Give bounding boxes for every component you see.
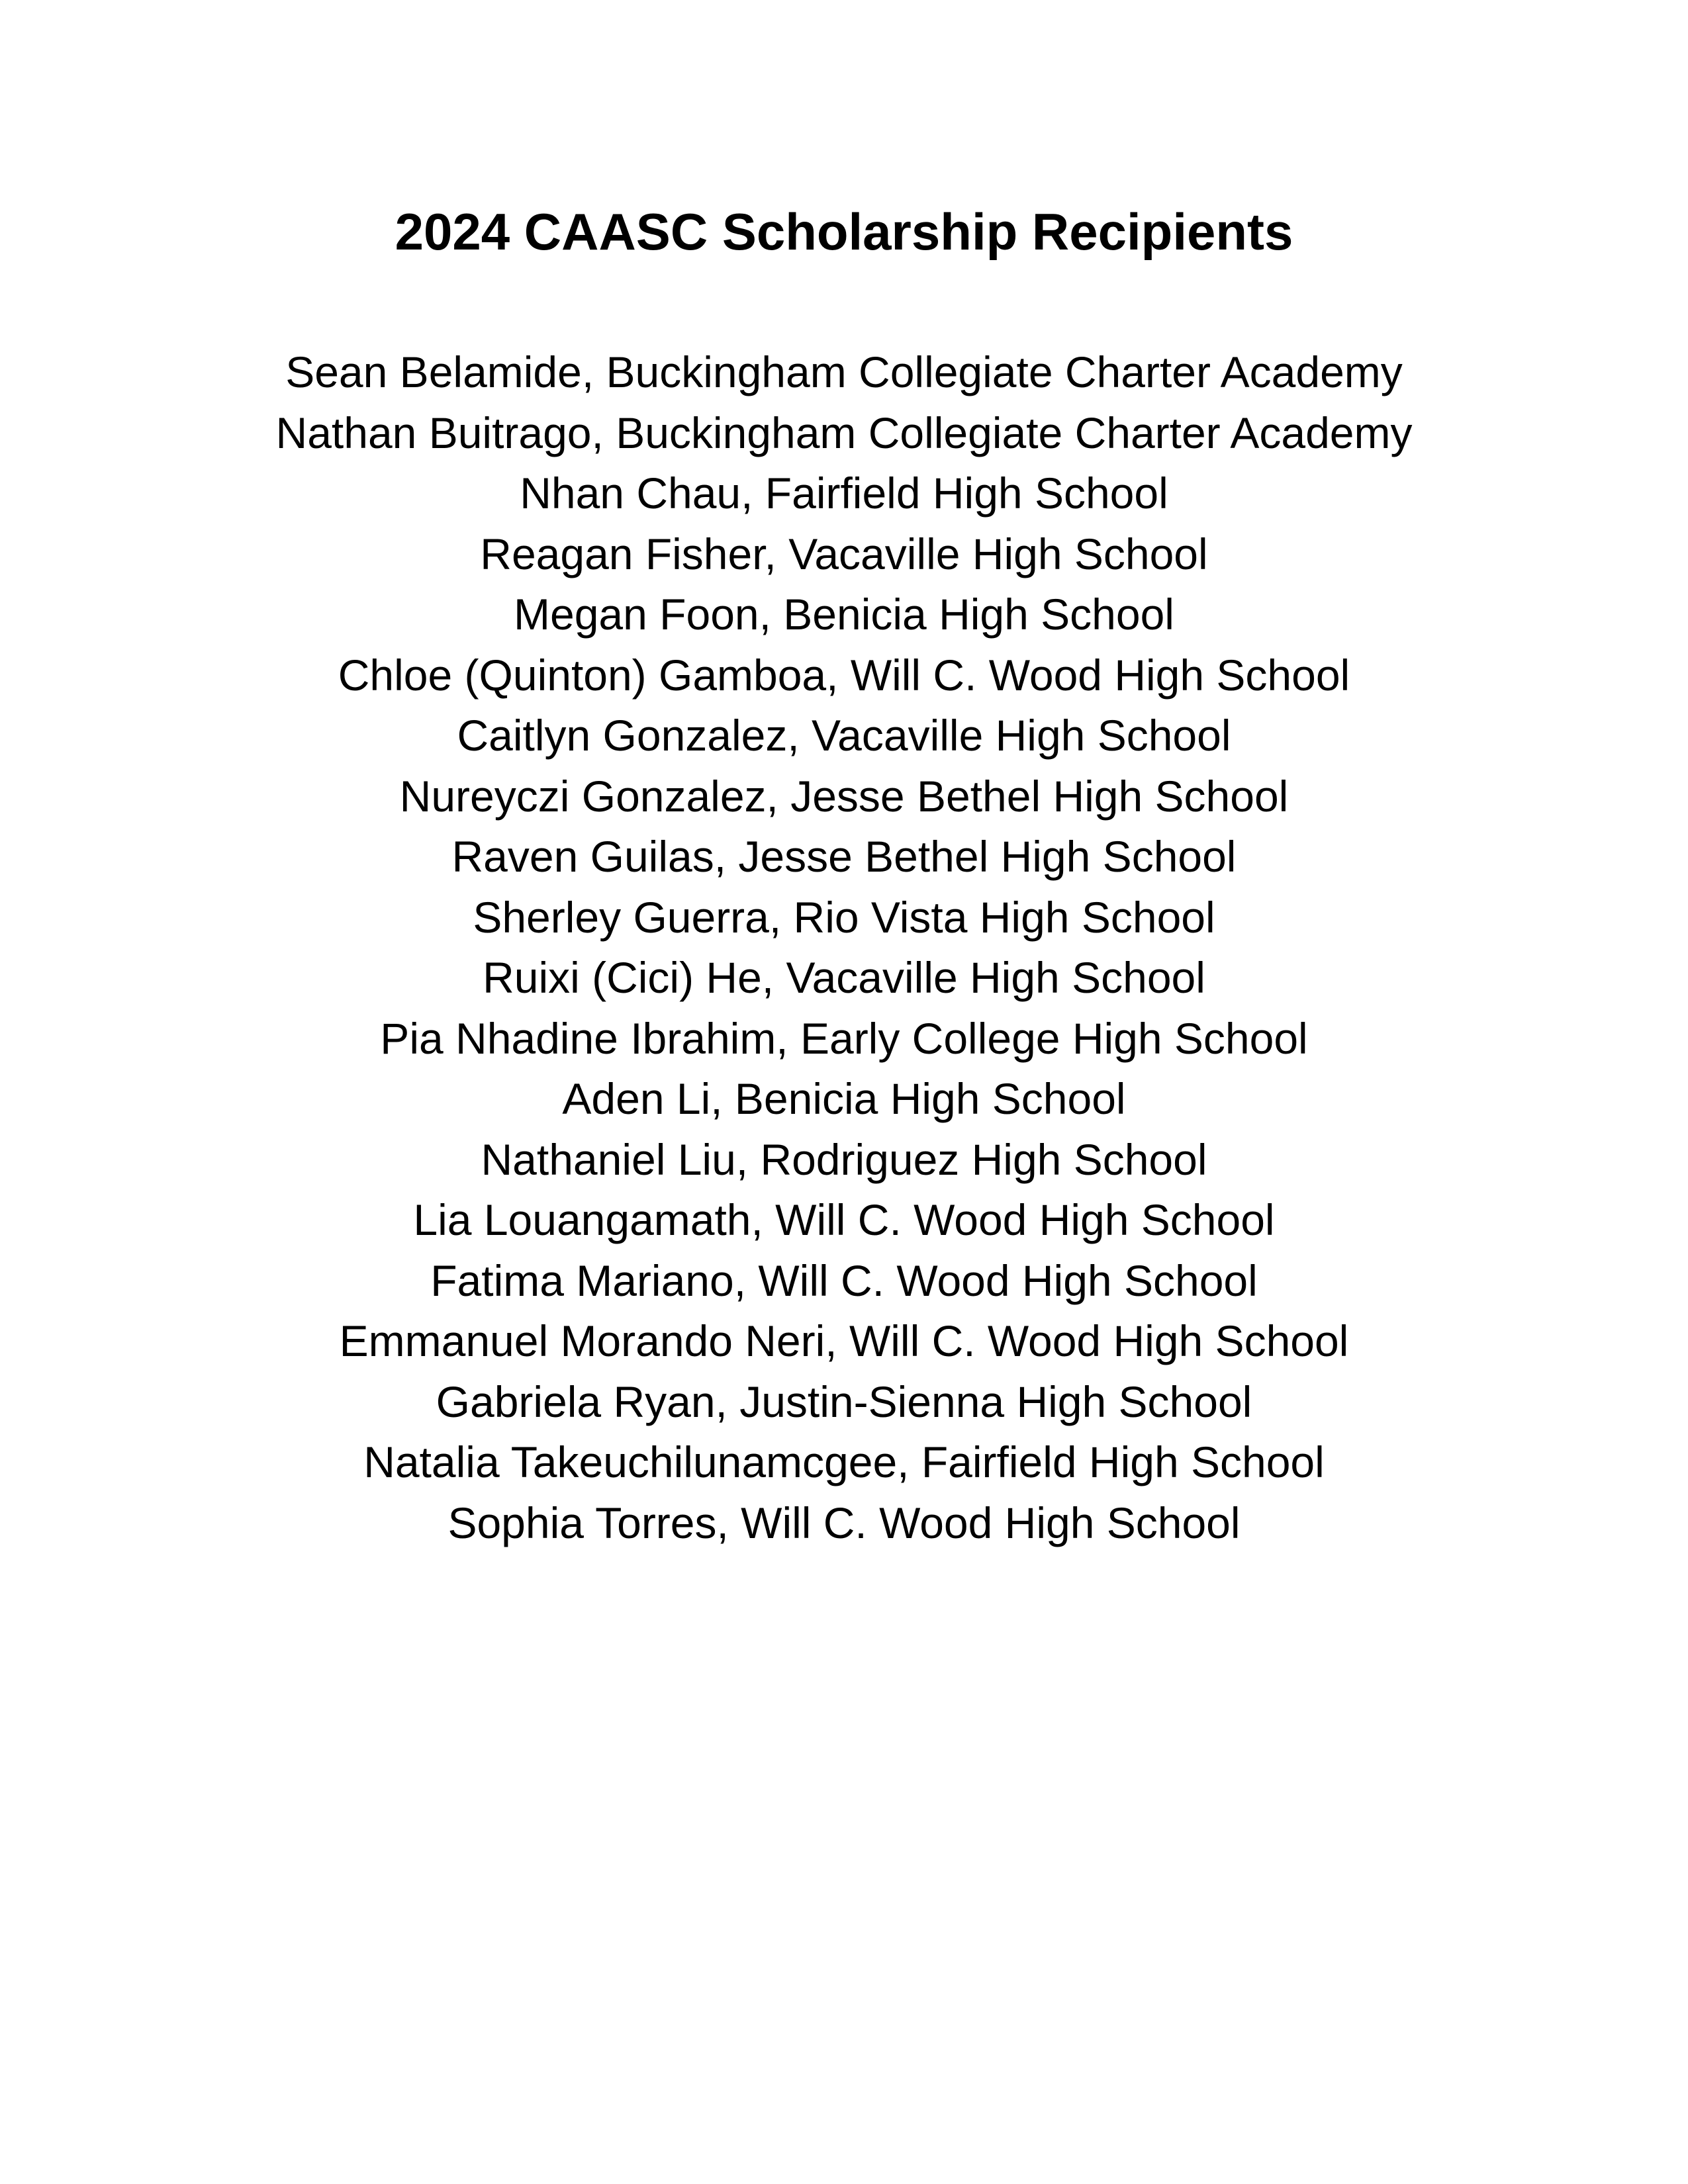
recipient-item: Megan Foon, Benicia High School [514, 590, 1174, 639]
recipient-item: Natalia Takeuchilunamcgee, Fairfield High School [363, 1437, 1325, 1486]
recipient-item: Raven Guilas, Jesse Bethel High School [451, 832, 1237, 881]
recipient-item: Nathan Buitrago, Buckingham Collegiate Charter Academy [275, 408, 1413, 457]
recipient-item: Fatima Mariano, Will C. Wood High School [430, 1255, 1258, 1305]
recipient-item: Sophia Torres, Will C. Wood High School [447, 1498, 1241, 1547]
recipient-item: Sean Belamide, Buckingham Collegiate Charter Academy [285, 347, 1403, 396]
recipient-item: Sherley Guerra, Rio Vista High School [473, 892, 1215, 942]
recipient-item: Nhan Chau, Fairfield High School [520, 469, 1168, 518]
recipient-item: Lia Louangamath, Will C. Wood High School [413, 1195, 1275, 1244]
recipient-item: Aden Li, Benicia High School [562, 1074, 1126, 1123]
recipient-item: Ruixi (Cici) He, Vacaville High School [483, 953, 1205, 1002]
recipient-item: Caitlyn Gonzalez, Vacaville High School [457, 711, 1231, 760]
recipient-item: Pia Nhadine Ibrahim, Early College High School [380, 1013, 1308, 1063]
recipient-item: Gabriela Ryan, Justin-Sienna High School [436, 1377, 1252, 1426]
recipient-item: Emmanuel Morando Neri, Will C. Wood High School [339, 1316, 1349, 1365]
recipient-item: Reagan Fisher, Vacaville High School [480, 529, 1208, 578]
recipient-list [0, 342, 1688, 1553]
recipient-item: Nathaniel Liu, Rodriguez High School [481, 1134, 1207, 1184]
recipient-item: Chloe (Quinton) Gamboa, Will C. Wood High School [338, 650, 1350, 700]
page-title: 2024 CAASC Scholarship Recipients [395, 203, 1293, 261]
recipient-item: Nureyczi Gonzalez, Jesse Bethel High School [399, 771, 1289, 821]
